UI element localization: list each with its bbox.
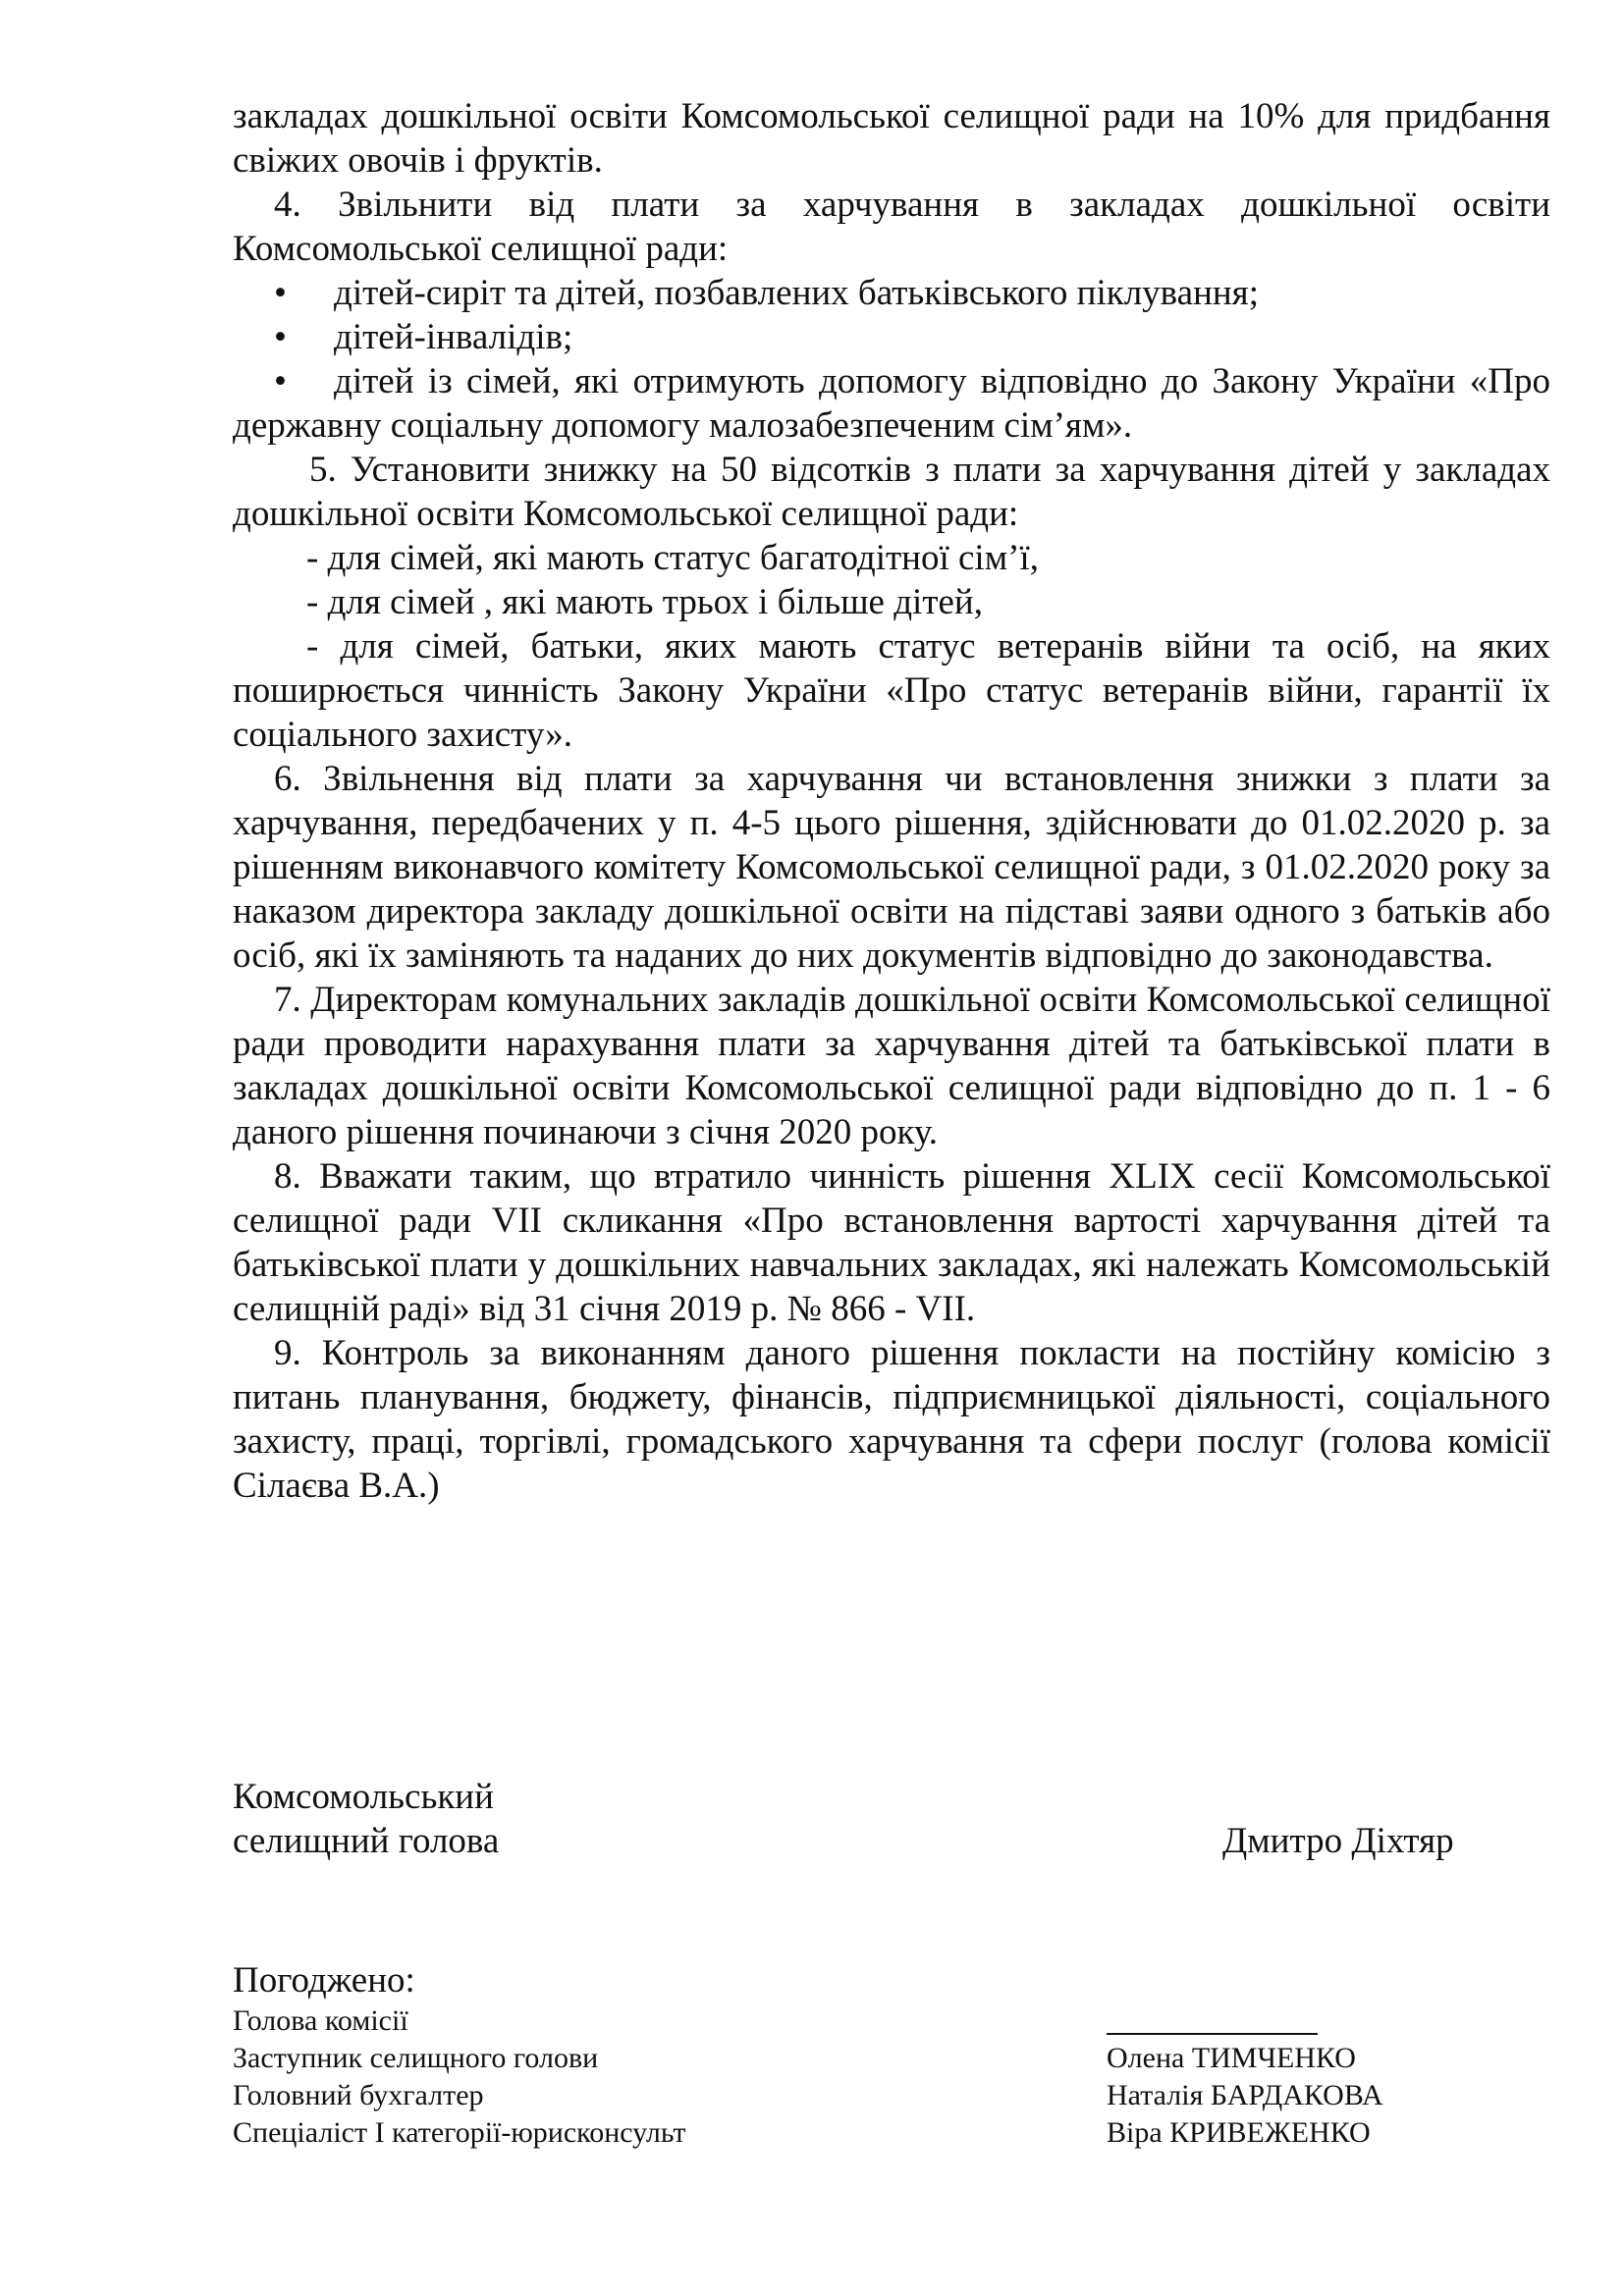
agreed-list	[233, 2002, 1509, 2152]
decision-body	[233, 94, 1550, 1508]
agreed-role: Головний бухгалтер	[233, 2079, 484, 2111]
list-item: • дітей-інвалідів;	[274, 317, 573, 357]
paragraph-item-8: 8. Вважати таким, що втратило чинність рішення XLIX сесії Комсомольської селищної ради VII скликання «Про встановлення вартості харчування дітей та батьківської плати у дошкільних навчальних закладах, які належать Комсомольській селищній раді» від 31 січня 2019 р. № 866 - VII.	[233, 1156, 1550, 1329]
signature-line	[1107, 2033, 1318, 2035]
bullet-dot-icon: •	[274, 273, 287, 313]
signature-title-line-2: селищний голова	[233, 1821, 500, 1861]
list-item: • дітей-сиріт та дітей, позбавлених батьківського піклування;	[274, 273, 1259, 313]
paragraph-item-9: 9. Контроль за виконанням даного рішення покласти на постійну комісію з питань планування, бюджету, фінансів, підприємницької діяльності, соціального захисту, праці, торгівлі, громадського харчування та сфери послуг (голова комісії Сілаєва В.А.)	[233, 1333, 1550, 1506]
agreed-row	[233, 2002, 1509, 2040]
paragraph-item-7: 7. Директорам комунальних закладів дошкільної освіти Комсомольської селищної ради проводити нарахування плати за харчування дітей та батьківської плати в закладах дошкільної освіти Комсомольської селищної ради відповідно до п. 1 - 6 даного рішення починаючи з січня 2020 року.	[233, 980, 1550, 1152]
item-5-subitem: - для сімей, батьки, яких мають статус ветеранів війни та осіб, на яких поширюється чинність Закону України «Про статус ветеранів війни, гарантії їх соціального захисту».	[233, 626, 1550, 755]
agreed-name: Олена ТИМЧЕНКО	[1107, 2042, 1356, 2074]
paragraph-item-5: 5. Установити знижку на 50 відсотків з плати за харчування дітей у закладах дошкільної освіти Комсомольської селищної ради:	[233, 450, 1550, 534]
signature-name: Дмитро Діхтяр	[1222, 1821, 1454, 1861]
paragraph-intro-continuation: закладах дошкільної освіти Комсомольської селищної ради на 10% для придбання свіжих овочів і фруктів.	[233, 96, 1550, 181]
list-item: • дітей із сімей, які отримують допомогу відповідно до Закону України «Про державну соціальну допомогу малозабезпеченим сім’ям».	[233, 361, 1550, 446]
agreed-role: Голова комісії	[233, 2004, 408, 2037]
paragraph-item-4: 4. Звільнити від плати за харчування в закладах дошкільної освіти Комсомольської селищної ради:	[233, 185, 1550, 269]
agreed-role: Заступник селищного голови	[233, 2042, 599, 2074]
agreed-row	[233, 2077, 1509, 2114]
signature-title-line-1: Комсомольський	[233, 1777, 494, 1817]
bullet-dot-icon: •	[274, 317, 287, 357]
bullet-dot-icon: •	[274, 361, 287, 401]
item-5-subitem: - для сімей, які мають статус багатодітної сім’ї,	[306, 538, 1039, 578]
agreed-name: Віра КРИВЕЖЕНКО	[1107, 2116, 1371, 2149]
agreed-row	[233, 2040, 1509, 2077]
agreed-row	[233, 2114, 1509, 2152]
agreed-name: Наталія БАРДАКОВА	[1107, 2079, 1383, 2111]
agreed-role: Спеціаліст І категорії-юрисконсульт	[233, 2116, 686, 2149]
agreed-heading: Погоджено:	[233, 1960, 415, 2001]
item-4-list	[233, 271, 1550, 448]
item-5-subitem: - для сімей , які мають трьох і більше дітей,	[306, 582, 983, 622]
paragraph-item-6: 6. Звільнення від плати за харчування чи встановлення знижки з плати за харчування, передбачених у п. 4-5 цього рішення, здійснювати до 01.02.2020 р. за рішенням виконавчого комітету Комсомольської селищної ради, з 01.02.2020 року за наказом директора закладу дошкільної освіти на підставі заяви одного з батьків або осіб, які їх заміняють та наданих до них документів відповідно до законодавства.	[233, 759, 1550, 976]
